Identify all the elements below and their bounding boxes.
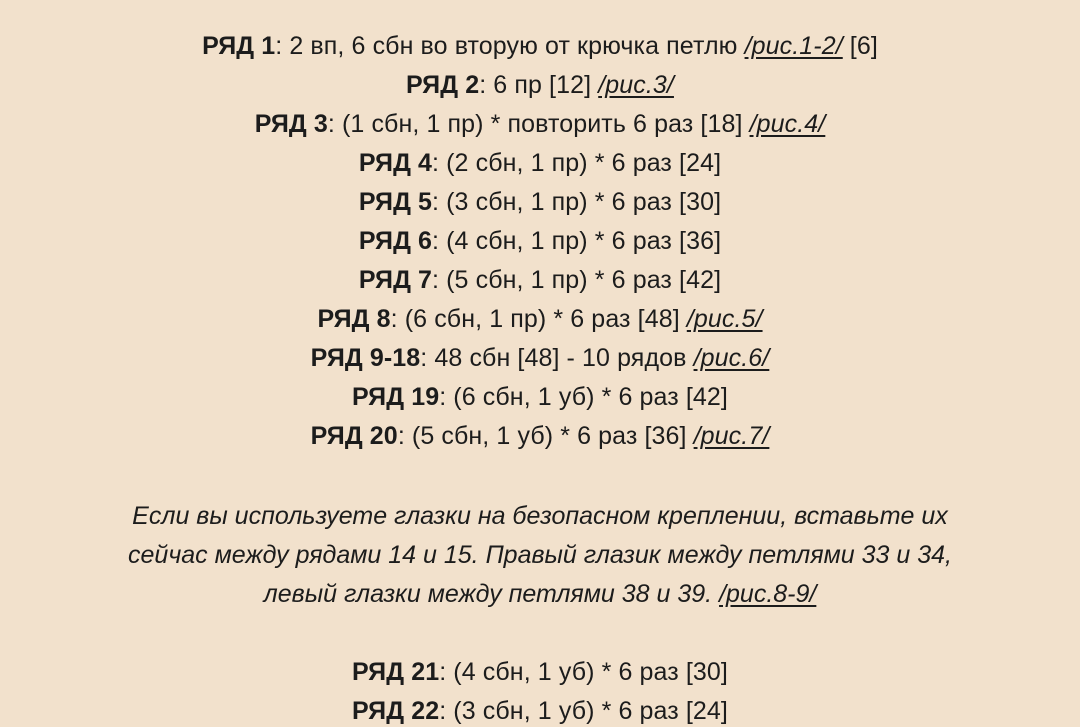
row-text: : (2 сбн, 1 пр) * 6 раз [24] bbox=[432, 149, 722, 177]
row-label: РЯД 8 bbox=[317, 305, 391, 333]
row-text: : (4 сбн, 1 уб) * 6 раз [30] bbox=[439, 658, 728, 686]
safety-eyes-note-line-2: сейчас между рядами 14 и 15. Правый глазик между петлями 33 и 34, bbox=[128, 541, 952, 569]
figure-link[interactable]: /рис.1-2/ bbox=[744, 32, 843, 60]
figure-link[interactable]: /рис.6/ bbox=[693, 344, 770, 372]
figure-link[interactable]: /рис.3/ bbox=[598, 71, 674, 99]
row-text: : (6 сбн, 1 пр) * 6 раз [48] bbox=[390, 305, 687, 333]
row-20 bbox=[0, 420, 1080, 452]
figure-link[interactable]: /рис.8-9/ bbox=[719, 580, 817, 608]
row-text: : (5 сбн, 1 уб) * 6 раз [36] bbox=[397, 422, 694, 450]
row-label: РЯД 22 bbox=[352, 697, 440, 725]
row-text: : (1 сбн, 1 пр) * повторить 6 раз [18] bbox=[327, 110, 750, 138]
safety-eyes-note-line-3 bbox=[0, 578, 1080, 610]
figure-link[interactable]: /рис.4/ bbox=[749, 110, 826, 138]
row-9-18 bbox=[0, 342, 1080, 374]
row-text: : 48 сбн [48] - 10 рядов bbox=[420, 344, 694, 372]
row-text: : 6 пр [12] bbox=[479, 71, 599, 99]
row-3 bbox=[0, 108, 1080, 140]
row-7 bbox=[0, 264, 1080, 296]
row-21 bbox=[0, 656, 1080, 688]
row-text: : (4 сбн, 1 пр) * 6 раз [36] bbox=[432, 227, 722, 255]
row-text: : 2 вп, 6 сбн во вторую от крючка петлю bbox=[275, 32, 745, 60]
row-label: РЯД 4 bbox=[358, 149, 433, 177]
row-6 bbox=[0, 225, 1080, 257]
row-2 bbox=[0, 69, 1080, 101]
row-1 bbox=[0, 30, 1080, 62]
row-label: РЯД 20 bbox=[310, 422, 398, 450]
row-text: : (3 сбн, 1 уб) * 6 раз [24] bbox=[439, 697, 728, 725]
row-count: [6] bbox=[842, 32, 878, 60]
row-label: РЯД 1 bbox=[202, 32, 276, 60]
row-text: : (3 сбн, 1 пр) * 6 раз [30] bbox=[432, 188, 722, 216]
row-text: : (6 сбн, 1 уб) * 6 раз [42] bbox=[439, 383, 728, 411]
figure-link[interactable]: /рис.7/ bbox=[693, 422, 770, 450]
row-label: РЯД 3 bbox=[254, 110, 328, 138]
row-label: РЯД 5 bbox=[358, 188, 433, 216]
row-label: РЯД 2 bbox=[406, 71, 480, 99]
figure-link[interactable]: /рис.5/ bbox=[686, 305, 763, 333]
row-text: : (5 сбн, 1 пр) * 6 раз [42] bbox=[432, 266, 722, 294]
row-8 bbox=[0, 303, 1080, 335]
row-4 bbox=[0, 147, 1080, 179]
row-label: РЯД 21 bbox=[352, 658, 440, 686]
row-22 bbox=[0, 695, 1080, 727]
row-label: РЯД 7 bbox=[358, 266, 433, 294]
row-19 bbox=[0, 381, 1080, 413]
safety-eyes-note-line-1: Если вы используете глазки на безопасном креплении, вставьте их bbox=[132, 502, 948, 530]
note-text: левый глазки между петлями 38 и 39. bbox=[263, 580, 720, 608]
row-label: РЯД 6 bbox=[358, 227, 433, 255]
row-5 bbox=[0, 186, 1080, 218]
row-label: РЯД 9-18 bbox=[310, 344, 421, 372]
row-label: РЯД 19 bbox=[352, 383, 440, 411]
